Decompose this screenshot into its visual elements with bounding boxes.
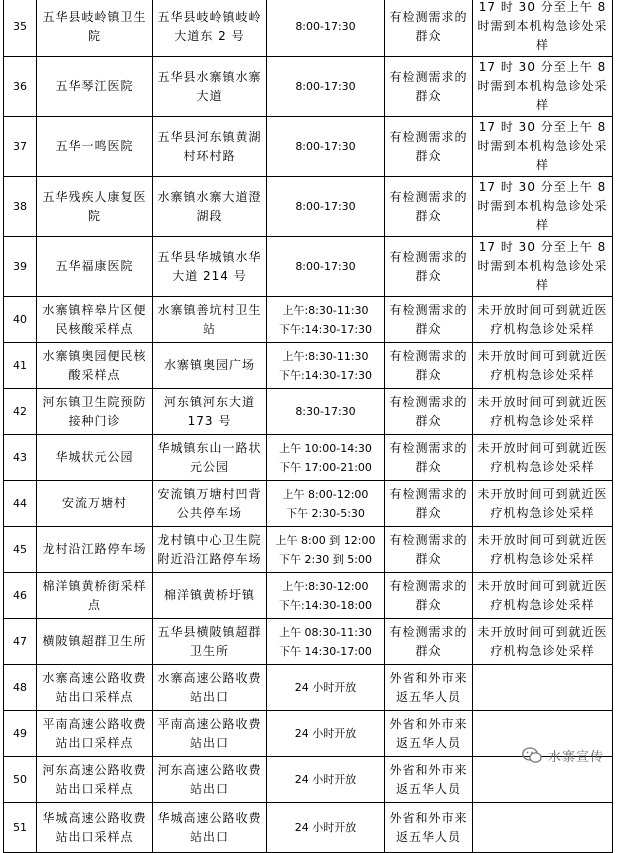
target-group: 有检测需求的群众 — [385, 297, 473, 343]
table-row — [4, 237, 613, 297]
row-number: 36 — [4, 57, 37, 117]
hours-pm: 下午 14:30-17:00 — [279, 644, 372, 658]
watermark-text: 水寨宣传 — [547, 750, 604, 765]
table-row — [4, 527, 613, 573]
hours-am: 上午 8:00-12:00 — [282, 487, 369, 501]
site-name: 五华琴江医院 — [37, 57, 153, 117]
site-address: 华城高速公路收费站出口 — [153, 803, 267, 853]
site-address: 五华县岐岭镇岐岭大道东 2 号 — [153, 0, 267, 57]
open-hours: 8:00-17:30 — [267, 177, 385, 237]
target-group: 有检测需求的群众 — [385, 619, 473, 665]
site-address: 河东镇河东大道173 号 — [153, 389, 267, 435]
row-number: 48 — [4, 665, 37, 711]
row-number: 44 — [4, 481, 37, 527]
open-hours: 8:00-17:30 — [267, 117, 385, 177]
target-group: 有检测需求的群众 — [385, 117, 473, 177]
site-name: 五华县岐岭镇卫生院 — [37, 0, 153, 57]
open-hours: 24 小时开放 — [267, 665, 385, 711]
target-group: 有检测需求的群众 — [385, 57, 473, 117]
open-hours — [267, 435, 385, 481]
open-hours — [267, 343, 385, 389]
open-hours — [267, 619, 385, 665]
target-group: 有检测需求的群众 — [385, 527, 473, 573]
site-name: 五华一鸣医院 — [37, 117, 153, 177]
target-group: 有检测需求的群众 — [385, 435, 473, 481]
table-row — [4, 389, 613, 435]
remark: 17 时 30 分至上午 8 时需到本机构急诊处采样 — [473, 177, 613, 237]
remark — [473, 803, 613, 853]
remark: 未开放时间可到就近医疗机构急诊处采样 — [473, 297, 613, 343]
hours-pm: 下午:14:30-18:00 — [278, 598, 373, 612]
table-row — [4, 177, 613, 237]
target-group: 外省和外市来返五华人员 — [385, 665, 473, 711]
site-name: 河东镇卫生院预防接种门诊 — [37, 389, 153, 435]
watermark — [522, 746, 604, 765]
site-name: 五华福康医院 — [37, 237, 153, 297]
site-address: 五华县河东镇黄湖村环村路 — [153, 117, 267, 177]
site-name: 水寨镇奥园便民核酸采样点 — [37, 343, 153, 389]
remark: 17 时 30 分至上午 8 时需到本机构急诊处采样 — [473, 0, 613, 57]
site-name: 华城状元公园 — [37, 435, 153, 481]
open-hours: 24 小时开放 — [267, 711, 385, 757]
hours-am: 上午 08:30-11:30 — [279, 625, 372, 639]
hours-pm: 下午 2:30-5:30 — [286, 506, 365, 520]
remark: 未开放时间可到就近医疗机构急诊处采样 — [473, 389, 613, 435]
row-number: 45 — [4, 527, 37, 573]
row-number: 39 — [4, 237, 37, 297]
hours-pm: 下午:14:30-17:30 — [278, 322, 373, 336]
target-group: 有检测需求的群众 — [385, 0, 473, 57]
remark — [473, 665, 613, 711]
hours-pm: 下午 17:00-21:00 — [279, 460, 372, 474]
hours-am: 上午 10:00-14:30 — [279, 441, 372, 455]
target-group: 有检测需求的群众 — [385, 481, 473, 527]
row-number: 40 — [4, 297, 37, 343]
hours-am: 上午 8:00 到 12:00 — [275, 533, 376, 547]
table-row — [4, 665, 613, 711]
hours-pm: 下午 2:30 到 5:00 — [279, 552, 372, 566]
table-row — [4, 619, 613, 665]
open-hours: 24 小时开放 — [267, 803, 385, 853]
target-group: 有检测需求的群众 — [385, 573, 473, 619]
table-row — [4, 117, 613, 177]
row-number: 42 — [4, 389, 37, 435]
site-name: 平南高速公路收费站出口采样点 — [37, 711, 153, 757]
remark: 未开放时间可到就近医疗机构急诊处采样 — [473, 619, 613, 665]
remark: 未开放时间可到就近医疗机构急诊处采样 — [473, 481, 613, 527]
table-row — [4, 481, 613, 527]
open-hours — [267, 527, 385, 573]
row-number: 49 — [4, 711, 37, 757]
site-name: 五华残疾人康复医院 — [37, 177, 153, 237]
open-hours: 24 小时开放 — [267, 757, 385, 803]
remark: 17 时 30 分至上午 8 时需到本机构急诊处采样 — [473, 57, 613, 117]
remark: 未开放时间可到就近医疗机构急诊处采样 — [473, 573, 613, 619]
row-number: 38 — [4, 177, 37, 237]
hours-am: 上午:8:30-11:30 — [282, 303, 369, 317]
remark: 未开放时间可到就近医疗机构急诊处采样 — [473, 527, 613, 573]
target-group: 有检测需求的群众 — [385, 389, 473, 435]
site-address: 水寨镇善坑村卫生站 — [153, 297, 267, 343]
open-hours — [267, 481, 385, 527]
table-row — [4, 573, 613, 619]
row-number: 46 — [4, 573, 37, 619]
site-address: 五华县水寨镇水寨大道 — [153, 57, 267, 117]
target-group: 有检测需求的群众 — [385, 177, 473, 237]
row-number: 50 — [4, 757, 37, 803]
row-number: 35 — [4, 0, 37, 57]
table-row — [4, 343, 613, 389]
row-number: 51 — [4, 803, 37, 853]
site-name: 水寨镇梓皋片区便民核酸采样点 — [37, 297, 153, 343]
row-number: 43 — [4, 435, 37, 481]
row-number: 47 — [4, 619, 37, 665]
site-address: 五华县横陂镇超群卫生所 — [153, 619, 267, 665]
row-number: 41 — [4, 343, 37, 389]
target-group: 有检测需求的群众 — [385, 237, 473, 297]
open-hours — [267, 297, 385, 343]
table-row — [4, 435, 613, 481]
open-hours: 8:30-17:30 — [267, 389, 385, 435]
remark: 17 时 30 分至上午 8 时需到本机构急诊处采样 — [473, 237, 613, 297]
site-name: 华城高速公路收费站出口采样点 — [37, 803, 153, 853]
site-name: 龙村沿江路停车场 — [37, 527, 153, 573]
open-hours: 8:00-17:30 — [267, 0, 385, 57]
site-name: 横陂镇超群卫生所 — [37, 619, 153, 665]
open-hours: 8:00-17:30 — [267, 57, 385, 117]
site-name: 棉洋镇黄桥街采样点 — [37, 573, 153, 619]
target-group: 外省和外市来返五华人员 — [385, 757, 473, 803]
site-address: 龙村镇中心卫生院附近沿江路停车场 — [153, 527, 267, 573]
hours-am: 上午:8:30-12:00 — [282, 579, 369, 593]
wechat-icon — [522, 747, 542, 764]
table-row — [4, 0, 613, 57]
site-address: 安流镇万塘村凹背公共停车场 — [153, 481, 267, 527]
site-name: 安流万塘村 — [37, 481, 153, 527]
site-address: 平南高速公路收费站出口 — [153, 711, 267, 757]
table-row — [4, 57, 613, 117]
site-address: 河东高速公路收费站出口 — [153, 757, 267, 803]
hours-pm: 下午:14:30-17:30 — [278, 368, 373, 382]
target-group: 外省和外市来返五华人员 — [385, 803, 473, 853]
open-hours: 8:00-17:30 — [267, 237, 385, 297]
hours-am: 上午:8:30-11:30 — [282, 349, 369, 363]
table-row — [4, 803, 613, 853]
target-group: 有检测需求的群众 — [385, 343, 473, 389]
remark: 未开放时间可到就近医疗机构急诊处采样 — [473, 343, 613, 389]
remark: 未开放时间可到就近医疗机构急诊处采样 — [473, 435, 613, 481]
table-row — [4, 297, 613, 343]
site-address: 华城镇东山一路状元公园 — [153, 435, 267, 481]
site-address: 水寨镇水寨大道澄湖段 — [153, 177, 267, 237]
open-hours — [267, 573, 385, 619]
remark: 17 时 30 分至上午 8 时需到本机构急诊处采样 — [473, 117, 613, 177]
site-name: 河东高速公路收费站出口采样点 — [37, 757, 153, 803]
target-group: 外省和外市来返五华人员 — [385, 711, 473, 757]
site-name: 水寨高速公路收费站出口采样点 — [37, 665, 153, 711]
site-address: 五华县华城镇水华大道 214 号 — [153, 237, 267, 297]
site-address: 棉洋镇黄桥圩镇 — [153, 573, 267, 619]
sampling-sites-table — [3, 0, 613, 853]
site-address: 水寨镇奥园广场 — [153, 343, 267, 389]
row-number: 37 — [4, 117, 37, 177]
site-address: 水寨高速公路收费站出口 — [153, 665, 267, 711]
